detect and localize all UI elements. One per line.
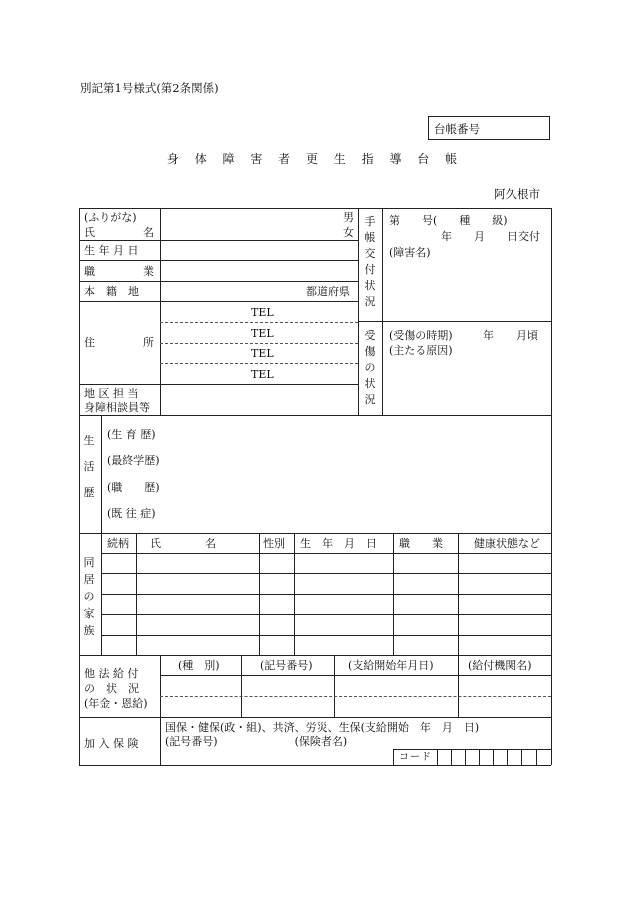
furigana-label: (ふりがな) — [84, 211, 137, 224]
sex-male[interactable]: 男 — [343, 211, 354, 224]
table-bottom-border — [79, 765, 551, 766]
benefits-header-agency: (給付機関名) — [468, 659, 532, 672]
family-row-line-3 — [101, 614, 551, 615]
name-label-left: 氏 — [84, 226, 95, 239]
name-label-right: 名 — [143, 226, 154, 239]
tel-label-2: TEL — [251, 327, 274, 340]
handbook-number-line: 第 号( 種 級) — [389, 214, 508, 227]
occupation-label-right: 業 — [143, 265, 154, 278]
row-line-occupation — [79, 281, 358, 282]
code-box-top — [393, 749, 551, 750]
benefits-bottom — [79, 717, 551, 718]
form-number: 別記第1号様式(第2条関係) — [80, 81, 219, 95]
life-history-label: 生活歴 — [83, 434, 95, 499]
table-right-border — [551, 208, 552, 765]
address-label-right: 所 — [143, 336, 154, 349]
handbook-injury-divider — [358, 321, 551, 322]
benefits-label-divider — [160, 655, 161, 765]
family-header-relation: 続柄 — [107, 537, 129, 550]
tel-label-1: TEL — [251, 306, 274, 319]
life-history-divider — [101, 415, 102, 533]
life-history-bottom — [79, 533, 551, 534]
past-illness-label: (既 往 症) — [107, 507, 156, 520]
row-line-name — [79, 240, 358, 241]
injury-time-label: (受傷の時期) — [389, 329, 453, 342]
family-header-health: 健康状態など — [474, 537, 540, 550]
tel-label-3: TEL — [251, 347, 274, 360]
domicile-label: 本 籍 地 — [84, 285, 139, 298]
family-header-sex: 性別 — [263, 537, 285, 550]
prefecture-suffix: 都道府県 — [306, 285, 350, 298]
address-label-left: 住 — [84, 336, 95, 349]
benefits-dashed-line — [160, 696, 551, 697]
injury-year-month: 年 月頃 — [483, 329, 538, 342]
family-header-birthdate: 生 年 月 日 — [300, 537, 377, 550]
disability-name-label: (障害名) — [389, 246, 431, 259]
code-digit-divider — [493, 749, 494, 765]
family-label: 同居の家族 — [83, 556, 95, 637]
table-left-border — [79, 208, 80, 765]
district-label-line2: 身障相談員等 — [84, 401, 150, 414]
insurance-label: 加 入 保 険 — [84, 737, 139, 750]
benefits-header-start: (支給開始年月日) — [348, 659, 434, 672]
work-history-label: (職 歴) — [107, 481, 160, 494]
injury-status-label: 受傷の状況 — [364, 329, 376, 406]
code-digit-divider — [507, 749, 508, 765]
benefits-header-number: (記号番号) — [260, 659, 313, 672]
sex-female[interactable]: 女 — [343, 226, 354, 239]
tel-divider-1 — [160, 322, 358, 323]
code-label: コード — [399, 752, 432, 763]
code-digit-divider — [536, 749, 537, 765]
benefits-col-4 — [458, 655, 459, 717]
benefits-header-type: (種 別) — [178, 659, 220, 672]
tel-divider-2 — [160, 343, 358, 344]
family-header-line — [101, 553, 551, 554]
district-label-line1: 地 区 担 当 — [84, 387, 139, 400]
code-digit-divider — [437, 749, 438, 765]
occupation-label-left: 職 — [84, 265, 95, 278]
benefits-label-line1: 他 法 給 付 — [84, 667, 139, 680]
handbook-issue-date: 年 月 日交付 — [441, 230, 540, 243]
code-digit-divider — [451, 749, 452, 765]
row-line-birth — [79, 260, 358, 261]
row-line-address — [79, 384, 358, 385]
benefits-label-line2: の 状 況 — [84, 682, 139, 695]
life-history-top — [79, 415, 551, 416]
family-row-line-1 — [101, 573, 551, 574]
family-header-name: 氏 名 — [150, 537, 216, 550]
family-row-line-2 — [101, 594, 551, 595]
tel-divider-3 — [160, 363, 358, 364]
code-digit-divider — [479, 749, 480, 765]
handbook-column-left — [358, 208, 359, 415]
family-header-occupation: 職 業 — [399, 537, 443, 550]
benefits-label-line3: (年金・恩給) — [84, 697, 148, 710]
benefits-col-2 — [241, 655, 242, 717]
table-top-border — [79, 208, 551, 209]
ledger-number-label: 台帳番号 — [434, 122, 480, 136]
insurance-types-line: 国保・健保(政・組)、共済、労災、生保(支給開始 年 月 日) — [165, 721, 480, 734]
document-title: 身 体 障 害 者 更 生 指 導 台 帳 — [166, 152, 464, 166]
handbook-status-label: 手帳交付状況 — [364, 215, 376, 308]
city-name: 阿久根市 — [494, 187, 540, 201]
tel-label-4: TEL — [251, 368, 274, 381]
family-bottom — [79, 655, 551, 656]
benefits-col-3 — [334, 655, 335, 717]
birthdate-label: 生 年 月 日 — [84, 244, 139, 257]
code-box-left — [393, 749, 394, 765]
handbook-column-right — [382, 208, 383, 415]
code-digit-divider — [521, 749, 522, 765]
education-label: (最終学歴) — [107, 454, 160, 467]
insurance-number-line: (記号番号) (保険者名) — [165, 735, 348, 748]
code-digit-divider — [465, 749, 466, 765]
injury-cause-label: (主たる原因) — [389, 344, 453, 357]
family-row-line-4 — [101, 635, 551, 636]
benefits-header-line — [160, 675, 551, 676]
row-line-domicile — [79, 301, 358, 302]
growth-history-label: (生 育 歴) — [107, 428, 156, 441]
